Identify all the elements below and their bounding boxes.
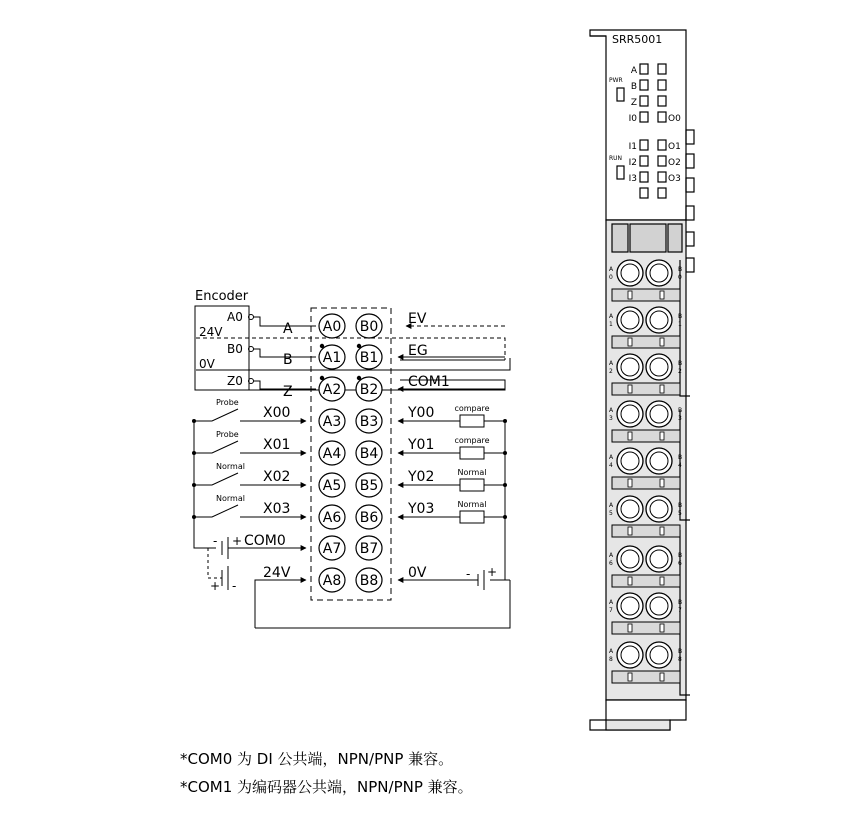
led-label-right: O2 (668, 158, 681, 168)
output-load (460, 415, 484, 427)
batt0-plus: + (232, 534, 243, 548)
terminal-slot (660, 432, 664, 440)
output-label: Y00 (408, 405, 435, 421)
phase-a: A (283, 321, 293, 337)
terminal-a-label: A1 (322, 350, 342, 366)
terminal-b-label: B7 (359, 541, 379, 557)
note-com0: *COM0 为 DI 公共端，NPN/PNP 兼容。 (180, 750, 454, 768)
batt0b-plus: + (210, 579, 221, 593)
led-right (658, 172, 666, 182)
module-side-a-label: A (609, 313, 614, 320)
module-side-a-index: 8 (609, 656, 613, 663)
module-side-a-index: 0 (609, 274, 613, 281)
led-right (658, 112, 666, 122)
terminal-slot (628, 624, 632, 632)
led-right (658, 140, 666, 150)
terminal-circles (319, 314, 382, 592)
module-side-b-index: 5 (678, 510, 682, 517)
led-label-left: I1 (628, 142, 637, 152)
module-side-b-label: B (678, 648, 683, 655)
output-load (460, 479, 484, 491)
module-side-a-label: A (609, 502, 614, 509)
input-switch-label: Normal (216, 462, 245, 471)
module-side-b-label: B (678, 502, 683, 509)
module-side-a-index: 2 (609, 368, 613, 375)
pwr-label: PWR (609, 77, 623, 84)
terminal-slot (628, 432, 632, 440)
module-side-b-label: B (678, 313, 683, 320)
terminal-a-label: A5 (322, 478, 342, 494)
module-side-a-label: A (609, 454, 614, 461)
enc-0v: 0V (199, 357, 215, 371)
module-side-a-index: 4 (609, 462, 613, 469)
output-load-label: Normal (457, 468, 487, 477)
led-right (658, 96, 666, 106)
input-junction (192, 419, 196, 423)
output-load-label: Normal (457, 500, 487, 509)
output-label: Y01 (408, 437, 435, 453)
output-junction (503, 419, 507, 423)
led-right (658, 188, 666, 198)
pwr-led (617, 88, 624, 101)
terminal-slot (660, 673, 664, 681)
module-side-b-index: 3 (678, 415, 682, 422)
out-0v-label: 0V (408, 565, 427, 581)
enc-pin-b0: B0 (227, 342, 243, 356)
module-side-b-index: 1 (678, 321, 682, 328)
note-com1: *COM1 为编码器公共端，NPN/PNP 兼容。 (180, 778, 473, 796)
terminal-24v-label: 24V (263, 565, 291, 581)
output-load (460, 511, 484, 523)
enc-24v: 24V (199, 325, 223, 339)
terminal-divider (612, 430, 680, 442)
input-label: X02 (263, 469, 291, 485)
module-side-a-label: A (609, 360, 614, 367)
enc-pin-a0: A0 (227, 310, 243, 324)
terminal-slot (628, 479, 632, 487)
terminal-b-label: B8 (359, 573, 379, 589)
batt0-minus: - (213, 534, 218, 548)
led-right (658, 64, 666, 74)
module-side-b-index: 6 (678, 560, 682, 567)
enc-pin-z0: Z0 (227, 374, 243, 388)
module-side-a-label: A (609, 599, 614, 606)
module-side-b-index: 2 (678, 368, 682, 375)
terminal-slot (628, 577, 632, 585)
module-side-a-label: A (609, 648, 614, 655)
led-label-right: O1 (668, 142, 681, 152)
terminal-divider (612, 525, 680, 537)
phase-z: Z (283, 384, 293, 400)
module-side-a-label: A (609, 407, 614, 414)
led-left (640, 172, 648, 182)
phase-b: B (283, 352, 293, 368)
com0-label: COM0 (244, 533, 286, 549)
led-label-left: I3 (628, 174, 637, 184)
terminal-slot (660, 624, 664, 632)
led-right (658, 80, 666, 90)
led-label-right: O3 (668, 174, 681, 184)
terminal-divider (612, 477, 680, 489)
terminal-slot (628, 527, 632, 535)
terminal-slot (660, 338, 664, 346)
junction-dot (320, 376, 324, 380)
module-side-a-index: 7 (609, 607, 613, 614)
terminal-slot (660, 527, 664, 535)
terminal-slot (628, 673, 632, 681)
terminal-slot (660, 385, 664, 393)
output-load-label: compare (454, 404, 490, 413)
input-wiring (192, 398, 306, 519)
module-side-b-index: 4 (678, 462, 682, 469)
right-label-com1: COM1 (408, 374, 450, 390)
terminal-a-label: A6 (322, 510, 342, 526)
output-load-label: compare (454, 436, 490, 445)
terminal-b-label: B3 (359, 414, 379, 430)
output-label: Y02 (408, 469, 435, 485)
led-left (640, 96, 648, 106)
led-left (640, 140, 648, 150)
module-side-b-index: 7 (678, 607, 682, 614)
module-name: SRR5001 (612, 33, 663, 46)
terminal-a-label: A0 (322, 319, 342, 335)
terminal-a-label: A3 (322, 414, 342, 430)
terminal-slot (628, 338, 632, 346)
terminal-b-label: B6 (359, 510, 379, 526)
module-side-b-label: B (678, 407, 683, 414)
right-label-ev: EV (408, 311, 427, 327)
led-label-left: I2 (628, 158, 637, 168)
led-left (640, 64, 648, 74)
encoder-label: Encoder (195, 289, 249, 304)
input-label: X03 (263, 501, 291, 517)
input-switch-label: Probe (216, 398, 239, 407)
input-label: X00 (263, 405, 291, 421)
led-label-left: B (630, 82, 637, 92)
terminal-divider (612, 383, 680, 395)
module-side-b-label: B (678, 266, 683, 273)
terminal-slot (660, 577, 664, 585)
terminal-a-label: A8 (322, 573, 342, 589)
terminal-b-label: B1 (359, 350, 379, 366)
terminal-b-label: B4 (359, 446, 379, 462)
module-side-b-label: B (678, 360, 683, 367)
led-label-right: O0 (668, 114, 681, 124)
run-led (617, 166, 624, 179)
input-switch-label: Probe (216, 430, 239, 439)
led-label-left: I0 (628, 114, 637, 124)
batt1-plus: + (487, 565, 498, 579)
junction-dot (357, 344, 361, 348)
terminal-divider (612, 622, 680, 634)
run-label: RUN (609, 155, 623, 162)
led-left (640, 156, 648, 166)
led-right (658, 156, 666, 166)
batt1-minus: - (466, 567, 471, 581)
batt0b-minus: - (232, 579, 237, 593)
module-side-b-index: 0 (678, 274, 682, 281)
module-side-b-label: B (678, 599, 683, 606)
right-label-eg: EG (408, 343, 428, 359)
terminal-a-label: A7 (322, 541, 342, 557)
terminal-slot (628, 385, 632, 393)
led-left (640, 188, 648, 198)
terminal-slot (628, 291, 632, 299)
terminal-a-label: A2 (322, 382, 342, 398)
output-label: Y03 (408, 501, 435, 517)
module-side-b-index: 8 (678, 656, 682, 663)
module-side-a-index: 6 (609, 560, 613, 567)
terminal-a-label: A4 (322, 446, 342, 462)
terminal-slot (660, 479, 664, 487)
terminal-slot (660, 291, 664, 299)
terminal-divider (612, 575, 680, 587)
led-left (640, 80, 648, 90)
terminal-divider (612, 336, 680, 348)
led-left (640, 112, 648, 122)
terminal-b-label: B2 (359, 382, 379, 398)
module-side-b-label: B (678, 454, 683, 461)
junction-dot (357, 376, 361, 380)
output-load (460, 447, 484, 459)
led-label-left: A (630, 66, 637, 76)
module-side-b-label: B (678, 552, 683, 559)
terminal-b-label: B0 (359, 319, 379, 335)
module-side-a-label: A (609, 552, 614, 559)
input-label: X01 (263, 437, 291, 453)
led-label-left: Z (630, 98, 637, 108)
terminal-b-label: B5 (359, 478, 379, 494)
module-side-a-index: 1 (609, 321, 613, 328)
input-switch-label: Normal (216, 494, 245, 503)
module-side-a-index: 5 (609, 510, 613, 517)
terminal-divider (612, 289, 680, 301)
module-side-a-index: 3 (609, 415, 613, 422)
terminal-divider (612, 671, 680, 683)
junction-dot (320, 344, 324, 348)
module-side-a-label: A (609, 266, 614, 273)
